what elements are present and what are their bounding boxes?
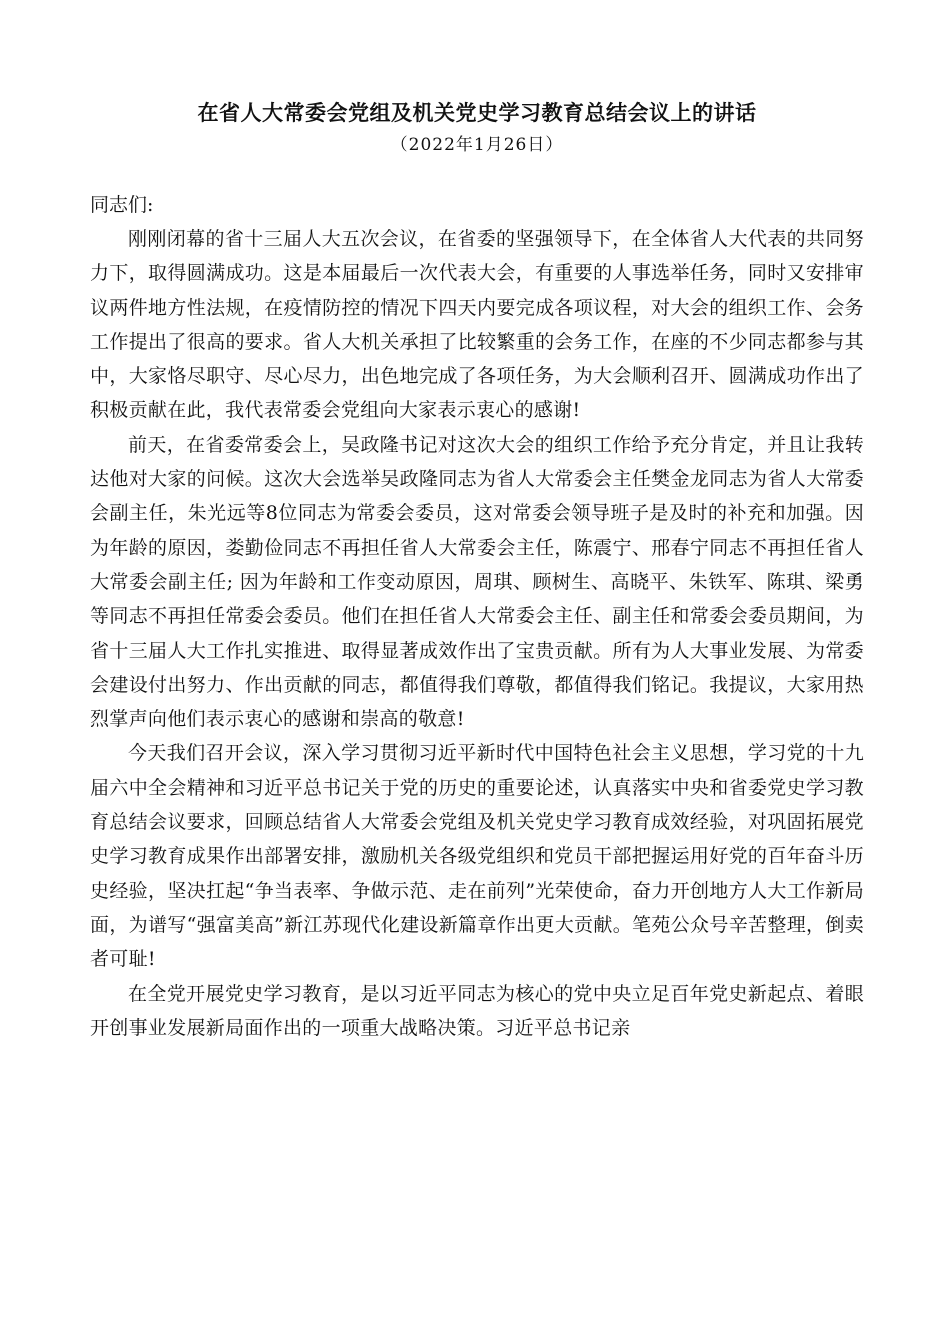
paragraph-1: 刚刚闭幕的省十三届人大五次会议，在省委的坚强领导下，在全体省人大代表的共同努力下，取得圆满成功。这是本届最后一次代表大会，有重要的人事选举任务，同时又安排审议两件地方性法规，在疫情防控的情况下四天内要完成各项议程，对大会的组织工作、会务工作提出了很高的要求。省人大机关承担了比较繁重的会务工作，在座的不少同志都参与其中，大家恪尽职守、尽心尽力，出色地完成了各项任务，为大会顺利召开、圆满成功作出了积极贡献在此，我代表常委会党组向大家表示衷心的感谢! <box>90 228 864 422</box>
salutation: 同志们: <box>90 194 154 216</box>
paragraph-3: 今天我们召开会议，深入学习贯彻习近平新时代中国特色社会主义思想，学习党的十九届六中全会精神和习近平总书记关于党的历史的重要论述，认真落实中央和省委党史学习教育总结会议要求，回顾总结省人大常委会党组及机关党史学习教育成效经验，对巩固拓展党史学习教育成果作出部署安排，激励机关各级党组织和党员干部把握运用好党的百年奋斗历史经验，坚决扛起“争当表率、争做示范、走在前列”光荣使命，奋力开创地方人大工作新局面，为谱写“强富美高”新江苏现代化建设新篇章作出更大贡献。笔苑公众号辛苦整理，倒卖者可耻! <box>90 742 864 971</box>
document-date: （2022年1月26日） <box>390 135 564 155</box>
paragraph-2: 前天，在省委常委会上，吴政隆书记对这次大会的组织工作给予充分肯定，并且让我转达他对大家的问候。这次大会选举吴政隆同志为省人大常委会主任樊金龙同志为省人大常委会副主任，朱光远等8位同志为常委会委员，这对常委会领导班子是及时的补充和加强。因为年龄的原因，娄勤俭同志不再担任省人大常委会主任，陈震宁、邢春宁同志不再担任省人大常委会副主任; 因为年龄和工作变动原因，周琪、顾树生、高晓平、朱铁军、陈琪、梁勇等同志不再担任常委会委员。他们在担任省人大常委会主任、副主任和常委会委员期间，为省十三届人大工作扎实推进、取得显著成效作出了宝贵贡献。所有为人大事业发展、为常委会建设付出努力、作出贡献的同志，都值得我们尊敬，都值得我们铭记。我提议，大家用热烈掌声向他们表示衷心的感谢和崇高的敬意! <box>90 433 864 731</box>
document-title: 在省人大常委会党组及机关党史学习教育总结会议上的讲话 <box>197 100 757 125</box>
paragraph-4: 在全党开展党史学习教育，是以习近平同志为核心的党中央立足百年党史新起点、着眼开创事业发展新局面作出的一项重大战略决策。习近平总书记亲 <box>90 982 864 1039</box>
